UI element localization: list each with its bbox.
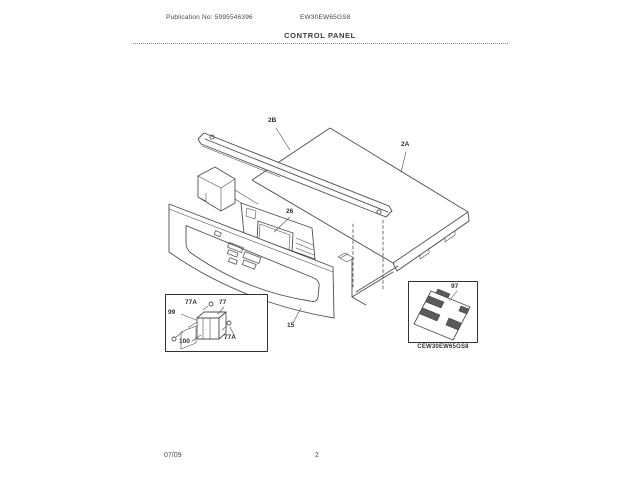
part-label-26: 26 [286,208,294,215]
footer-date: 07/09 [164,452,182,459]
part-label-77a-top: 77A [185,299,197,306]
part-label-99: 99 [168,309,176,316]
rear-bracket [198,167,258,211]
part-label-97: 97 [451,283,459,290]
publication-number: Publication No: 5995546396 [166,14,253,21]
part-label-15: 15 [287,322,295,329]
part-label-100: 100 [179,338,190,345]
page-title: CONTROL PANEL [284,31,356,40]
part-label-77: 77 [219,299,227,306]
control-board-inset [409,282,478,343]
part-label-77a-right: 77A [224,334,236,341]
part-label-2a: 2A [401,141,410,148]
board-model-caption: CEW30EW65GS8 [417,344,469,350]
footer-page-number: 2 [315,452,319,459]
model-number: EW30EW65GS8 [300,14,351,21]
part-label-2b: 2B [268,117,277,124]
